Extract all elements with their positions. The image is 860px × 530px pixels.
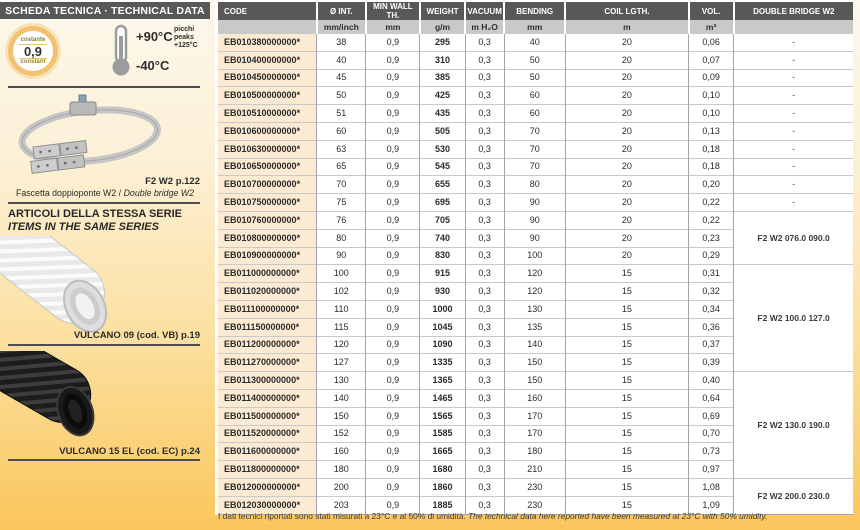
volume-cell: 1,08: [689, 478, 734, 496]
wall-cell: 0,9: [366, 389, 420, 407]
wall-cell: 0,9: [366, 158, 420, 176]
wall-cell: 0,9: [366, 105, 420, 123]
coil-cell: 15: [565, 496, 688, 514]
bending-cell: 210: [504, 461, 565, 479]
table-body: [217, 34, 854, 515]
vacuum-cell: 0,3: [465, 229, 504, 247]
coil-cell: 20: [565, 176, 688, 194]
vacuum-cell: 0,3: [465, 105, 504, 123]
code-cell: EB010650000000*: [217, 158, 317, 176]
diameter-cell: 45: [317, 69, 366, 87]
diameter-cell: 160: [317, 443, 366, 461]
col-header-diameter: Ø INT.: [317, 1, 366, 20]
vacuum-cell: 0,3: [465, 34, 504, 52]
volume-cell: 0,34: [689, 300, 734, 318]
code-cell: EB011400000000*: [217, 389, 317, 407]
bending-cell: 170: [504, 425, 565, 443]
clamp-caption: Fascetta doppioponte W2 / Double bridge W2: [15, 188, 194, 198]
weight-cell: 425: [420, 87, 465, 105]
table-row: [217, 176, 854, 194]
vacuum-cell: 0,3: [465, 158, 504, 176]
volume-cell: 0,64: [689, 389, 734, 407]
code-cell: EB012030000000*: [217, 496, 317, 514]
coil-cell: 20: [565, 87, 688, 105]
weight-cell: 655: [420, 176, 465, 194]
coil-cell: 15: [565, 443, 688, 461]
table-row: [217, 122, 854, 140]
diameter-cell: 102: [317, 283, 366, 301]
vacuum-cell: 0,3: [465, 283, 504, 301]
code-cell: EB011020000000*: [217, 283, 317, 301]
vacuum-cell: 0,3: [465, 211, 504, 229]
bridge-group-cell: F2 W2 130.0 190.0: [734, 372, 853, 479]
code-cell: EB010380000000*: [217, 34, 317, 52]
vacuum-cell: 0,3: [465, 425, 504, 443]
col-header-wall: MIN WALL TH.: [366, 1, 420, 20]
table-row: [217, 105, 854, 123]
bending-cell: 180: [504, 443, 565, 461]
unit-weight: g/m: [420, 20, 465, 34]
wall-cell: 0,9: [366, 140, 420, 158]
bending-cell: 120: [504, 265, 565, 283]
bending-cell: 130: [504, 300, 565, 318]
bending-cell: 40: [504, 34, 565, 52]
volume-cell: 0,69: [689, 407, 734, 425]
code-cell: EB010630000000*: [217, 140, 317, 158]
bending-cell: 50: [504, 51, 565, 69]
diameter-cell: 100: [317, 265, 366, 283]
coil-cell: 20: [565, 122, 688, 140]
table-units-row: [217, 20, 854, 34]
bending-cell: 50: [504, 69, 565, 87]
bending-cell: 90: [504, 229, 565, 247]
unit-bending: mm: [504, 20, 565, 34]
bridge-group-cell: F2 W2 076.0 090.0: [734, 211, 853, 264]
code-cell: EB010600000000*: [217, 122, 317, 140]
vacuum-cell: 0,3: [465, 496, 504, 514]
wall-cell: 0,9: [366, 425, 420, 443]
weight-cell: 1585: [420, 425, 465, 443]
wall-cell: 0,9: [366, 87, 420, 105]
diameter-cell: 38: [317, 34, 366, 52]
table-row: [217, 372, 854, 390]
vacuum-cell: 0,3: [465, 318, 504, 336]
vacuum-cell: 0,3: [465, 336, 504, 354]
code-cell: EB011300000000*: [217, 372, 317, 390]
caption-vulcano-09: VULCANO 09 (cod. VB) p.19: [73, 330, 200, 341]
wall-cell: 0,9: [366, 354, 420, 372]
coil-cell: 15: [565, 389, 688, 407]
diameter-cell: 152: [317, 425, 366, 443]
coil-cell: 20: [565, 158, 688, 176]
coil-cell: 20: [565, 194, 688, 212]
volume-cell: 0,18: [689, 140, 734, 158]
coil-cell: 15: [565, 336, 688, 354]
vacuum-cell: 0,3: [465, 122, 504, 140]
weight-cell: 1090: [420, 336, 465, 354]
code-cell: EB010760000000*: [217, 211, 317, 229]
diameter-cell: 115: [317, 318, 366, 336]
code-cell: EB011200000000*: [217, 336, 317, 354]
bending-cell: 160: [504, 389, 565, 407]
unit-diameter: mm/inch: [317, 20, 366, 34]
weight-cell: 1860: [420, 478, 465, 496]
coil-cell: 15: [565, 478, 688, 496]
bridge-group-cell: F2 W2 200.0 230.0: [734, 478, 853, 514]
series-title: ARTICOLI DELLA STESSA SERIE ITEMS IN THE SAME SERIES: [8, 208, 182, 233]
wall-cell: 0,9: [366, 176, 420, 194]
wall-cell: 0,9: [366, 318, 420, 336]
coil-cell: 15: [565, 372, 688, 390]
diameter-cell: 200: [317, 478, 366, 496]
diameter-cell: 51: [317, 105, 366, 123]
wall-cell: 0,9: [366, 247, 420, 265]
badge-value: 0,9: [19, 44, 47, 59]
bending-cell: 60: [504, 87, 565, 105]
bridge-cell: -: [734, 34, 853, 52]
vacuum-cell: 0,3: [465, 389, 504, 407]
code-cell: EB011100000000*: [217, 300, 317, 318]
diameter-cell: 127: [317, 354, 366, 372]
coil-cell: 15: [565, 407, 688, 425]
wall-cell: 0,9: [366, 51, 420, 69]
unit-coil: m: [565, 20, 688, 34]
code-cell: EB011150000000*: [217, 318, 317, 336]
weight-cell: 1335: [420, 354, 465, 372]
weight-cell: 295: [420, 34, 465, 52]
bending-cell: 150: [504, 372, 565, 390]
code-cell: EB012000000000*: [217, 478, 317, 496]
table-row: [217, 211, 854, 229]
wall-cell: 0,9: [366, 69, 420, 87]
vacuum-cell: 0,3: [465, 478, 504, 496]
volume-cell: 0,37: [689, 336, 734, 354]
weight-cell: 385: [420, 69, 465, 87]
code-cell: EB010900000000*: [217, 247, 317, 265]
weight-cell: 310: [420, 51, 465, 69]
wall-cell: 0,9: [366, 34, 420, 52]
weight-cell: 1665: [420, 443, 465, 461]
volume-cell: 0,70: [689, 425, 734, 443]
col-header-code: CODE: [217, 1, 317, 20]
coil-cell: 15: [565, 300, 688, 318]
badge-label-it: costante: [20, 36, 46, 43]
coil-cell: 20: [565, 211, 688, 229]
code-cell: EB011500000000*: [217, 407, 317, 425]
weight-cell: 1000: [420, 300, 465, 318]
volume-cell: 0,07: [689, 51, 734, 69]
diameter-cell: 60: [317, 122, 366, 140]
caption-vulcano-15: VULCANO 15 EL (cod. EC) p.24: [59, 446, 200, 457]
volume-cell: 0,10: [689, 105, 734, 123]
vacuum-cell: 0,3: [465, 443, 504, 461]
volume-cell: 0,09: [689, 69, 734, 87]
coil-cell: 20: [565, 69, 688, 87]
coil-cell: 20: [565, 105, 688, 123]
hose-image-vulcano-15: [0, 351, 104, 445]
bending-cell: 135: [504, 318, 565, 336]
bending-cell: 100: [504, 247, 565, 265]
volume-cell: 0,13: [689, 122, 734, 140]
weight-cell: 740: [420, 229, 465, 247]
vacuum-cell: 0,3: [465, 176, 504, 194]
vacuum-cell: 0,3: [465, 247, 504, 265]
volume-cell: 0,10: [689, 87, 734, 105]
divider: [8, 344, 200, 346]
code-cell: EB010510000000*: [217, 105, 317, 123]
col-header-bending: BENDING: [504, 1, 565, 20]
code-cell: EB010450000000*: [217, 69, 317, 87]
vacuum-cell: 0,3: [465, 87, 504, 105]
table-row: [217, 194, 854, 212]
weight-cell: 1465: [420, 389, 465, 407]
col-header-volume: VOL.: [689, 1, 734, 20]
table-header-row: [217, 1, 854, 20]
coil-cell: 20: [565, 51, 688, 69]
diameter-cell: 65: [317, 158, 366, 176]
weight-cell: 695: [420, 194, 465, 212]
hose-image-vulcano-09: [0, 236, 120, 340]
wall-cell: 0,9: [366, 283, 420, 301]
code-cell: EB010750000000*: [217, 194, 317, 212]
bridge-group-cell: F2 W2 100.0 127.0: [734, 265, 853, 372]
wall-cell: 0,9: [366, 443, 420, 461]
unit-code: [217, 20, 317, 34]
bending-cell: 60: [504, 105, 565, 123]
wall-cell: 0,9: [366, 478, 420, 496]
vacuum-cell: 0,3: [465, 372, 504, 390]
unit-volume: m³: [689, 20, 734, 34]
bending-cell: 90: [504, 194, 565, 212]
diameter-cell: 140: [317, 389, 366, 407]
coil-cell: 15: [565, 318, 688, 336]
vacuum-cell: 0,3: [465, 194, 504, 212]
weight-cell: 1885: [420, 496, 465, 514]
sidebar-header: SCHEDA TECNICA · TECHNICAL DATA: [0, 0, 210, 19]
vacuum-cell: 0,3: [465, 140, 504, 158]
coil-cell: 15: [565, 265, 688, 283]
clamp-code: F2 W2 p.122: [145, 176, 200, 187]
col-header-bridge: DOUBLE BRIDGE W2: [734, 1, 853, 20]
footnote: I dati tecnici riportati sono stati misurati a 23°C e al 50% di umidità. The technical data here reported have been measured at 23°C with 50% umidity.: [218, 511, 768, 521]
code-cell: EB011520000000*: [217, 425, 317, 443]
diameter-cell: 120: [317, 336, 366, 354]
wall-cell: 0,9: [366, 194, 420, 212]
weight-cell: 830: [420, 247, 465, 265]
bending-cell: 70: [504, 140, 565, 158]
coil-cell: 20: [565, 34, 688, 52]
bridge-cell: -: [734, 176, 853, 194]
diameter-cell: 203: [317, 496, 366, 514]
bending-cell: 140: [504, 336, 565, 354]
col-header-weight: WEIGHT: [420, 1, 465, 20]
diameter-cell: 63: [317, 140, 366, 158]
thermometer-icon: [108, 24, 134, 76]
wall-cell: 0,9: [366, 336, 420, 354]
bending-cell: 230: [504, 478, 565, 496]
code-cell: EB010800000000*: [217, 229, 317, 247]
volume-cell: 0,39: [689, 354, 734, 372]
weight-cell: 1680: [420, 461, 465, 479]
weight-cell: 930: [420, 283, 465, 301]
bridge-cell: -: [734, 140, 853, 158]
code-cell: EB011000000000*: [217, 265, 317, 283]
coil-cell: 15: [565, 425, 688, 443]
volume-cell: 0,36: [689, 318, 734, 336]
divider: [8, 86, 200, 88]
diameter-cell: 130: [317, 372, 366, 390]
bending-cell: 70: [504, 158, 565, 176]
weight-cell: 1045: [420, 318, 465, 336]
col-header-vacuum: VACUUM: [465, 1, 504, 20]
sidebar: [0, 0, 210, 530]
diameter-cell: 50: [317, 87, 366, 105]
volume-cell: 1,09: [689, 496, 734, 514]
bending-cell: 230: [504, 496, 565, 514]
coil-cell: 15: [565, 461, 688, 479]
bridge-cell: -: [734, 69, 853, 87]
diameter-cell: 180: [317, 461, 366, 479]
vacuum-cell: 0,3: [465, 407, 504, 425]
volume-cell: 0,73: [689, 443, 734, 461]
code-cell: EB011600000000*: [217, 443, 317, 461]
vacuum-cell: 0,3: [465, 461, 504, 479]
coil-cell: 20: [565, 229, 688, 247]
table-row: [217, 265, 854, 283]
bending-cell: 150: [504, 354, 565, 372]
weight-cell: 545: [420, 158, 465, 176]
weight-cell: 915: [420, 265, 465, 283]
bending-cell: 90: [504, 211, 565, 229]
volume-cell: 0,40: [689, 372, 734, 390]
temperature-zone: [0, 22, 210, 86]
temp-max: +90°C: [136, 29, 173, 44]
wall-cell: 0,9: [366, 265, 420, 283]
wall-cell: 0,9: [366, 300, 420, 318]
bending-cell: 80: [504, 176, 565, 194]
bridge-cell: -: [734, 51, 853, 69]
diameter-cell: 90: [317, 247, 366, 265]
code-cell: EB010700000000*: [217, 176, 317, 194]
volume-cell: 0,32: [689, 283, 734, 301]
constant-temp-badge: [8, 26, 58, 76]
diameter-cell: 150: [317, 407, 366, 425]
col-header-coil: COIL LGTH.: [565, 1, 688, 20]
volume-cell: 0,22: [689, 194, 734, 212]
diameter-cell: 40: [317, 51, 366, 69]
coil-cell: 15: [565, 283, 688, 301]
bending-cell: 120: [504, 283, 565, 301]
unit-bridge: [734, 20, 853, 34]
divider: [8, 202, 200, 204]
table-row: [217, 478, 854, 496]
volume-cell: 0,29: [689, 247, 734, 265]
table-row: [217, 140, 854, 158]
diameter-cell: 76: [317, 211, 366, 229]
weight-cell: 435: [420, 105, 465, 123]
code-cell: EB010400000000*: [217, 51, 317, 69]
temp-min: -40°C: [136, 58, 170, 73]
bridge-cell: -: [734, 158, 853, 176]
wall-cell: 0,9: [366, 496, 420, 514]
table-row: [217, 158, 854, 176]
weight-cell: 1365: [420, 372, 465, 390]
volume-cell: 0,06: [689, 34, 734, 52]
volume-cell: 0,31: [689, 265, 734, 283]
badge-label-en: constant: [20, 58, 46, 65]
vacuum-cell: 0,3: [465, 354, 504, 372]
wall-cell: 0,9: [366, 122, 420, 140]
table-row: [217, 51, 854, 69]
clamp-image: [8, 92, 173, 176]
wall-cell: 0,9: [366, 372, 420, 390]
bridge-cell: -: [734, 194, 853, 212]
weight-cell: 505: [420, 122, 465, 140]
unit-wall: mm: [366, 20, 420, 34]
bridge-cell: -: [734, 122, 853, 140]
volume-cell: 0,23: [689, 229, 734, 247]
table-row: [217, 69, 854, 87]
weight-cell: 530: [420, 140, 465, 158]
bending-cell: 170: [504, 407, 565, 425]
diameter-cell: 70: [317, 176, 366, 194]
table-row: [217, 87, 854, 105]
wall-cell: 0,9: [366, 229, 420, 247]
table-row: [217, 34, 854, 52]
code-cell: EB011270000000*: [217, 354, 317, 372]
wall-cell: 0,9: [366, 407, 420, 425]
temp-peaks: picchi peaks +125°C: [174, 26, 198, 49]
vacuum-cell: 0,3: [465, 69, 504, 87]
weight-cell: 705: [420, 211, 465, 229]
code-cell: EB011800000000*: [217, 461, 317, 479]
diameter-cell: 110: [317, 300, 366, 318]
code-cell: EB010500000000*: [217, 87, 317, 105]
coil-cell: 20: [565, 140, 688, 158]
diameter-cell: 80: [317, 229, 366, 247]
coil-cell: 20: [565, 247, 688, 265]
bridge-cell: -: [734, 87, 853, 105]
coil-cell: 15: [565, 354, 688, 372]
unit-vacuum: m H₂O: [465, 20, 504, 34]
bending-cell: 70: [504, 122, 565, 140]
technical-data-table: [215, 0, 853, 515]
volume-cell: 0,20: [689, 176, 734, 194]
divider: [8, 459, 200, 461]
vacuum-cell: 0,3: [465, 51, 504, 69]
volume-cell: 0,97: [689, 461, 734, 479]
vacuum-cell: 0,3: [465, 265, 504, 283]
wall-cell: 0,9: [366, 211, 420, 229]
wall-cell: 0,9: [366, 461, 420, 479]
vacuum-cell: 0,3: [465, 300, 504, 318]
volume-cell: 0,18: [689, 158, 734, 176]
bridge-cell: -: [734, 105, 853, 123]
diameter-cell: 75: [317, 194, 366, 212]
volume-cell: 0,22: [689, 211, 734, 229]
weight-cell: 1565: [420, 407, 465, 425]
